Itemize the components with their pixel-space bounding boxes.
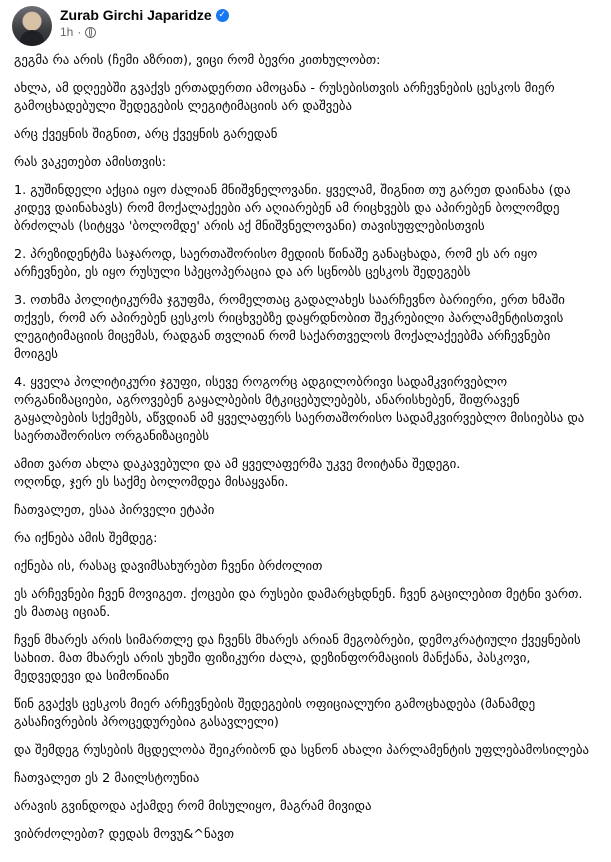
post-paragraph: 2. პრეზიდენტმა საჯაროდ, საერთაშორისო მედიის წინაშე განაცხადა, რომ ეს არ იყო არჩევნები, ეს იყო რუსული სპეცოპერაცია და არ სცნობს ცესკოს შედეგებს <box>14 247 538 280</box>
post-time-row <box>60 25 229 39</box>
separator-dot: · <box>77 25 82 39</box>
author-avatar[interactable] <box>12 6 52 46</box>
post-paragraph: ჩვენ მხარეს არის სიმართლე და ჩვენს მხარეს არიან მეგობრები, დემოკრატიული ქვეყნების სახით. მათ მხარეს არის უხეში ფიზიკური ძალა, დეზინფორმაციის მანქანა, პასკოვი, მედვედევი და სიმონიანი <box>14 633 581 684</box>
post-paragraph: ამით ვართ ახლა დაკავებული და ამ ყველაფერმა უკვე მოიტანა შედეგი. ოღონდ, ჯერ ეს საქმე ბოლომდეა მისაყვანი. <box>14 457 461 490</box>
post-paragraph: რას ვაკეთებთ ამისთვის: <box>14 155 167 170</box>
post-paragraph: და შემდეგ რუსების მცდელობა შეიკრიბონ და სცნონ ახალი პარლამენტის უფლებამოსილება <box>14 743 589 758</box>
author-name-row <box>60 7 229 23</box>
post-paragraph: გეგმა რა არის (ჩემი აზრით), ვიცი რომ ბევრი კითხულობთ: <box>14 53 381 68</box>
post-paragraph: 4. ყველა პოლიტიკური ჯგუფი, ისევე როგორც ადგილობრივი სადამკვირვებლო ორგანიზაციები, აგროვებენ გაყალბების მტკიცებულებებს, ანარისხებენ, შიფრავენ გაყალბების სქემებს, აწვდიან ამ ყველაფერს საერთაშორისო სადამკვირვებლო მისიებსა და საერთაშორისო ორგანიზაციებს <box>14 375 585 444</box>
post-paragraph: იქნება ის, რასაც დავიმსახურებთ ჩვენი ბრძოლით <box>14 559 323 574</box>
globe-icon[interactable] <box>85 27 96 38</box>
post-header <box>0 6 611 52</box>
author-meta <box>60 6 229 39</box>
post-paragraph: ვიბრძოლებთ? დედას მოვუ&^ნავთ <box>14 827 234 842</box>
verified-badge-icon: ✓ <box>216 9 229 22</box>
post-paragraph: ჩათვალეთ, ესაა პირველი ეტაპი <box>14 503 215 518</box>
post-paragraph: 3. ოთხმა პოლიტიკურმა ჯგუფმა, რომელთაც გადალახეს საარჩევნო ბარიერი, ერთ ხმაში თქვეს, რომ არ აპირებენ ცესკოს რიცხვებზე დაყრდნობით შეკრებილი პარლამენტისთვის ლეგიტიმაციის მიცემას, რადგან თვლიან რომ საქართველოს მოქალაქეებმა არჩევნები მოიგეს <box>14 293 565 362</box>
post-text <box>0 52 611 844</box>
post-paragraph: წინ გვაქვს ცესკოს მიერ არჩევნების შედეგების ოფიციალური გამოცხადება (მანამდე გასაჩივრების პროცედურებია გასავლელი) <box>14 697 536 730</box>
post-timestamp[interactable]: 1h <box>60 25 74 39</box>
post-paragraph: რა იქნება ამის შემდეგ: <box>14 531 158 546</box>
post-paragraph: ჩათვალეთ ეს 2 მაილსტოუნია <box>14 771 200 786</box>
post-paragraph: ახლა, ამ დღეებში გვაქვს ერთადერთი ამოცანა - რუსებისთვის არჩევნების ცესკოს მიერ გამოცხადებული შედეგების ლეგიტიმაციის არ დაშვება <box>14 81 555 114</box>
post-paragraph: ეს არჩევნები ჩვენ მოვიგეთ. ქოცები და რუსები დამარცხდნენ. ჩვენ გაცილებით მეტნი ვართ. ეს მათაც იციან. <box>14 587 583 620</box>
post-paragraph: არავის გვინდოდა აქამდე რომ მისულიყო, მაგრამ მივიდა <box>14 799 372 814</box>
post-paragraph: 1. გუშინდელი აქცია იყო ძალიან მნიშვნელოვანი. ყველამ, შიგნით თუ გარეთ დაინახა (და კიდევ დაინახავს) რომ მოქალაქეები არ აღიარებენ ამ რიცხვებს და აპირებენ ბოლომდე ბრძოლას (სიტყვა 'ბოლომდე' არის აქ მნიშვნელოვანი) თავისუფლებისთვის <box>14 183 571 234</box>
post-paragraph: არც ქვეყნის შიგნით, არც ქვეყნის გარედან <box>14 127 278 142</box>
author-name[interactable]: Zurab Girchi Japaridze <box>60 7 212 23</box>
